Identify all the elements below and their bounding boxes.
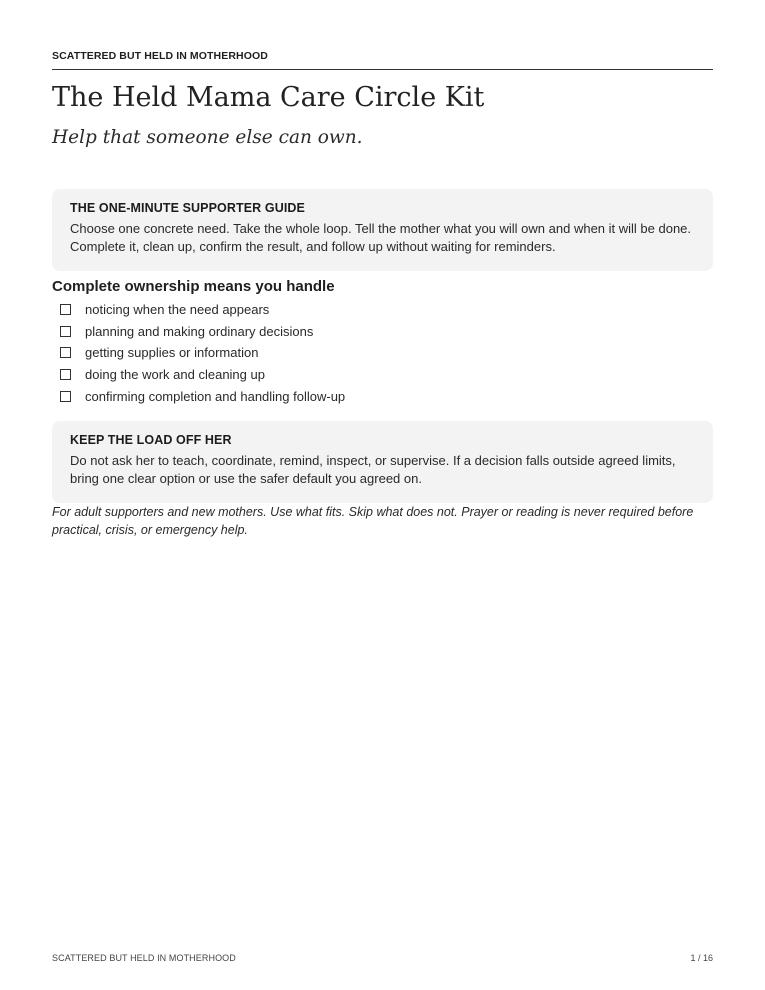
ownership-checklist (52, 299, 345, 407)
checkbox-icon[interactable] (60, 369, 71, 380)
checkbox-icon[interactable] (60, 391, 71, 402)
checklist-item (52, 385, 345, 407)
checkbox-icon[interactable] (60, 326, 71, 337)
checklist-item-label: confirming completion and handling follow-up (85, 388, 346, 404)
checklist-item (52, 364, 345, 386)
page-subtitle: Help that someone else can own. (52, 127, 363, 148)
keep-load-callout (52, 421, 713, 503)
checklist-item-label: noticing when the need appears (85, 302, 270, 318)
document-page (52, 0, 713, 990)
supporter-guide-body: Choose one concrete need. Take the whole loop. Tell the mother what you will own and when it will be done. Complete it, clean up, confirm the result, and follow up without waiting for reminders. (70, 221, 692, 254)
checklist-item (52, 342, 345, 364)
supporter-guide-heading: THE ONE-MINUTE SUPPORTER GUIDE (70, 201, 305, 215)
supporter-guide-callout (52, 189, 713, 271)
checklist-item-label: getting supplies or information (85, 345, 259, 361)
page-number: 1 / 16 (690, 953, 713, 963)
checklist-item (52, 321, 345, 343)
ownership-heading: Complete ownership means you handle (52, 278, 335, 295)
keep-load-heading: KEEP THE LOAD OFF HER (70, 433, 232, 447)
page-title: The Held Mama Care Circle Kit (52, 82, 485, 113)
checklist-item (52, 299, 345, 321)
checkbox-icon[interactable] (60, 347, 71, 358)
keep-load-body: Do not ask her to teach, coordinate, remind, inspect, or supervise. If a decision falls outside agreed limits, bring one clear option or use the safer default you agreed on. (70, 453, 676, 486)
checklist-item-label: planning and making ordinary decisions (85, 323, 314, 339)
checklist-item-label: doing the work and cleaning up (85, 367, 265, 383)
usage-note: For adult supporters and new mothers. Use what fits. Skip what does not. Prayer or reading is never required before practical, crisis, or emergency help. (52, 505, 694, 537)
running-head: SCATTERED BUT HELD IN MOTHERHOOD (52, 50, 268, 62)
checkbox-icon[interactable] (60, 304, 71, 315)
header-divider (52, 69, 713, 70)
footer-running-title: SCATTERED BUT HELD IN MOTHERHOOD (52, 953, 236, 963)
